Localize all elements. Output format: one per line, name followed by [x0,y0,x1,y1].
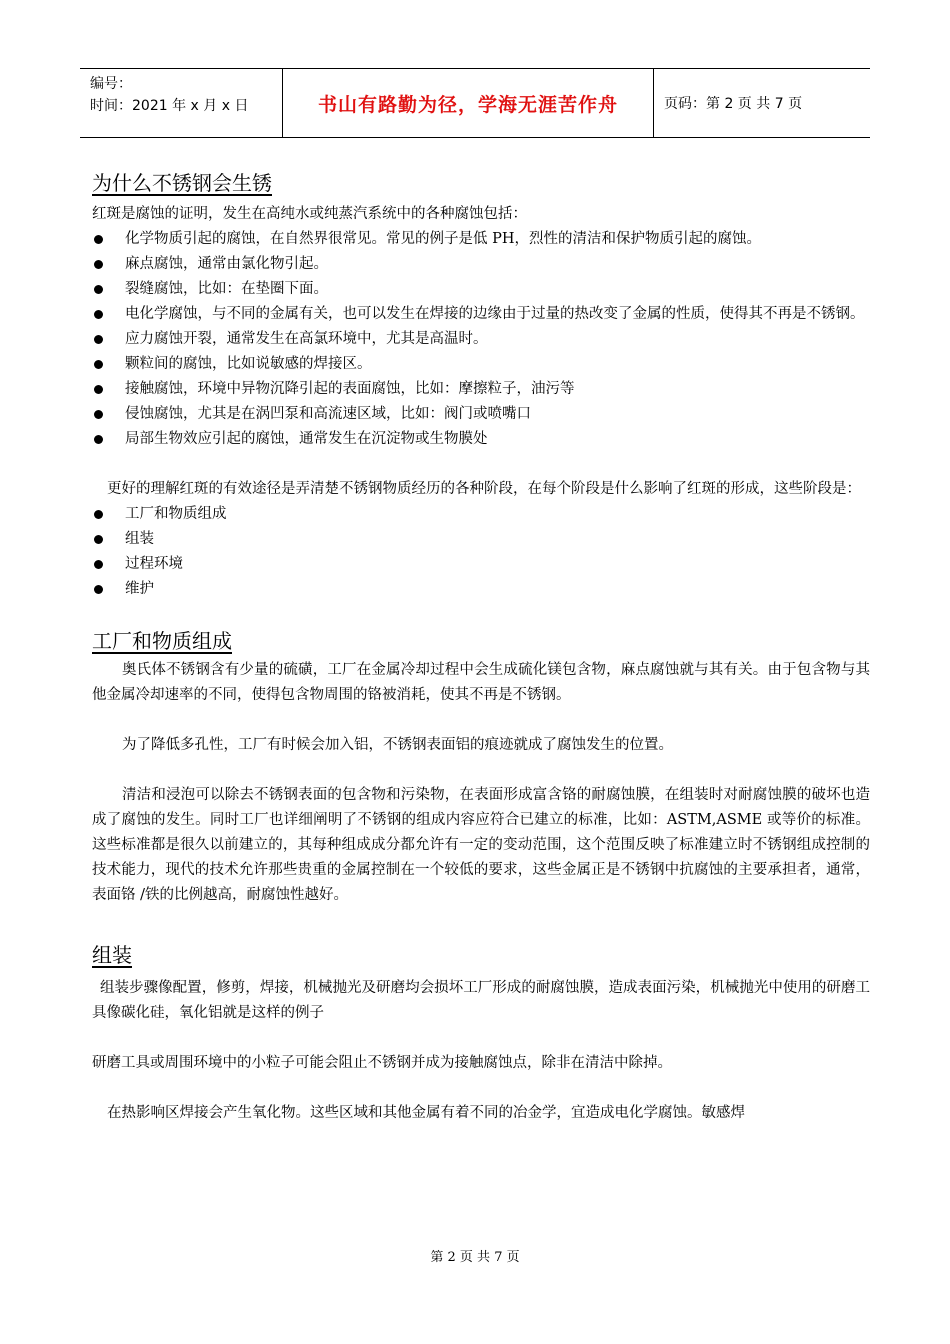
bullet-icon [94,360,103,369]
page-footer: 第 2 页 共 7 页 [430,1250,520,1265]
page-header [80,68,870,138]
section-title-factory: 工厂和物质组成 [92,629,232,653]
bullet-icon [94,535,103,544]
bullet-icon [94,385,103,394]
list-item: 组装 [92,527,870,552]
paragraph: 奥氏体不锈钢含有少量的硫磺，工厂在金属冷却过程中会生成硫化镁包含物，麻点腐蚀就与其有关。由于包含物与其他金属冷却速率的不同，使得包含物周围的铬被消耗，使其不再是不锈钢。 [92,662,870,703]
bullet-icon [94,510,103,519]
bullet-icon [94,310,103,319]
header-info [80,69,282,137]
bullet-icon [94,235,103,244]
list-item: 电化学腐蚀，与不同的金属有关，也可以发生在焊接的边缘由于过量的热改变了金属的性质，使得其不再是不锈钢。 [92,302,870,327]
paragraph: 红斑是腐蚀的证明，发生在高纯水或纯蒸汽系统中的各种腐蚀包括： [92,206,527,222]
list-item: 颗粒间的腐蚀，比如说敏感的焊接区。 [92,352,870,377]
paragraph: 清洁和浸泡可以除去不锈钢表面的包含物和污染物，在表面形成富含铬的耐腐蚀膜，在组装时对耐腐蚀膜的破坏也造成了腐蚀的发生。同时工厂也详细阐明了不锈钢的组成内容应符合已建立的标准，比如：ASTM,ASME 或等价的标准。这些标准都是很久以前建立的，其每种组成成分都允许有一定的变动范围，这个范围反映了标准建立时不锈钢组成控制的技术能力，现代的技术允许那些贵重的金属控制在一个较低的要求，这些金属正是不锈钢中抗腐蚀的主要承担者，通常，表面铬 /铁的比例越高，耐腐蚀性越好。 [92,787,870,903]
bullet-icon [94,560,103,569]
section-title-why-rust: 为什么不锈钢会生锈 [92,171,272,195]
bullet-icon [94,335,103,344]
list-item: 维护 [92,577,870,602]
list-item: 侵蚀腐蚀，尤其是在涡凹泵和高流速区域，比如：阀门或喷嘴口 [92,402,870,427]
list-item: 接触腐蚀，环境中异物沉降引起的表面腐蚀，比如：摩擦粒子，油污等 [92,377,870,402]
list-item: 应力腐蚀开裂，通常发生在高氯环境中，尤其是高温时。 [92,327,870,352]
document-body [92,168,870,1126]
section-title-assembly: 组装 [92,943,132,967]
list-item: 麻点腐蚀，通常由氯化物引起。 [92,252,870,277]
paragraph: 为了降低多孔性，工厂有时候会加入铝，不锈钢表面铝的痕迹就成了腐蚀发生的位置。 [122,737,673,753]
header-number: 编号： [90,76,132,92]
bullet-icon [94,260,103,269]
header-page-number: 页码：第 2 页 共 7 页 [664,96,803,112]
list-item: 局部生物效应引起的腐蚀，通常发生在沉淀物或生物膜处 [92,427,870,452]
list-item: 工厂和物质组成 [92,502,870,527]
corrosion-types-list [92,227,870,452]
header-motto: 书山有路勤为径，学海无涯苦作舟 [282,69,654,137]
header-time: 时间：2021 年 x 月 x 日 [90,98,249,114]
list-item: 过程环境 [92,552,870,577]
stages-list [92,502,870,602]
paragraph: 更好的理解红斑的有效途径是弄清楚不锈钢物质经历的各种阶段，在每个阶段是什么影响了红斑的形成，这些阶段是： [107,481,861,497]
list-item: 裂缝腐蚀，比如：在垫圈下面。 [92,277,870,302]
paragraph: 研磨工具或周围环境中的小粒子可能会阻止不锈钢并成为接触腐蚀点，除非在清洁中除掉。 [92,1055,672,1071]
list-item: 化学物质引起的腐蚀，在自然界很常见。常见的例子是低 PH，烈性的清洁和保护物质引起的腐蚀。 [92,227,870,252]
bullet-icon [94,585,103,594]
paragraph: 在热影响区焊接会产生氧化物。这些区域和其他金属有着不同的冶金学，宜造成电化学腐蚀。敏感焊 [107,1105,745,1121]
bullet-icon [94,435,103,444]
bullet-icon [94,285,103,294]
paragraph: 组装步骤像配置，修剪，焊接，机械抛光及研磨均会损坏工厂形成的耐腐蚀膜，造成表面污染，机械抛光中使用的研磨工具像碳化硅，氧化铝就是这样的例子 [92,980,870,1021]
bullet-icon [94,410,103,419]
